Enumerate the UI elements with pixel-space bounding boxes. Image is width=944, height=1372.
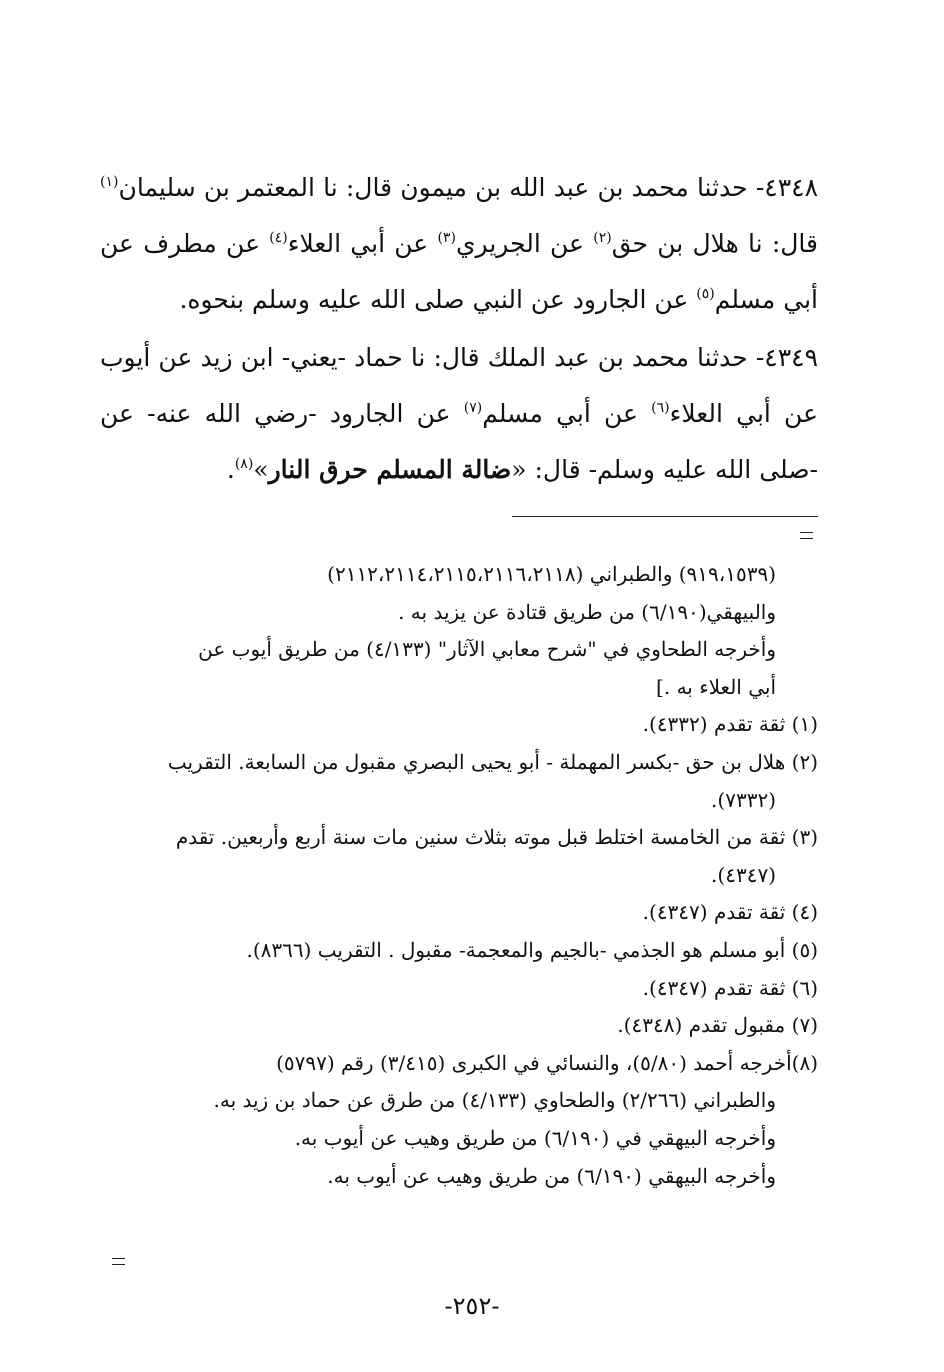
footnote-8: (٨)أخرجه أحمد (٥/٨٠)، والنسائي في الكبرى (٣/٤١٥) رقم (٥٧٩٧) xyxy=(276,1050,818,1075)
footnote-5: (٥) أبو مسلم هو الجذمي -بالجيم والمعجمة- مقبول . التقريب (٨٣٦٦). xyxy=(246,937,818,962)
hadith-text: ٤٣٤٨- حدثنا محمد بن عبد الله بن ميمون قال: نا المعتمر بن سليمان xyxy=(118,173,818,202)
footnote-line: والبيهقي(٦/١٩٠) من طريق قتادة عن يزيد به . xyxy=(398,599,776,624)
footnote-line: أبي العلاء به .] xyxy=(656,674,776,699)
hadith-quote: ضالة المسلم حرق النار xyxy=(268,455,512,484)
footnote-2-cont: (٧٣٣٢). xyxy=(711,787,776,812)
footnote-1: (١) ثقة تقدم (٤٣٣٢). xyxy=(642,712,818,737)
footnote-line: وأخرجه الطحاوي في "شرح معابي الآثار" (٤/١٣٣) من طريق أيوب عن xyxy=(198,637,776,662)
hadith-text: عن الجارود -رضي الله عنه- عن -صلى الله عليه وسلم- قال: « xyxy=(100,399,818,484)
hadith-4348 xyxy=(100,160,818,328)
footnote-6: (٦) ثقة تقدم (٤٣٤٧). xyxy=(642,975,818,1000)
footnote-line: (٩١٩،١٥٣٩) والطبراني (٢١١٢،٢١١٤،٢١١٥،٢١١٦،٢١١٨) xyxy=(327,562,776,586)
footnote-8-cont: وأخرجه البيهقي (٦/١٩٠) من طريق وهيب عن أيوب به. xyxy=(327,1163,776,1188)
hadith-text: عن أبي مسلم xyxy=(482,399,652,428)
footnote-4: (٤) ثقة تقدم (٤٣٤٧). xyxy=(642,900,818,925)
hadith-text: . xyxy=(226,455,235,484)
continuation-mark-bottom xyxy=(112,1258,125,1265)
footnote-ref-3[interactable]: (٣) xyxy=(437,230,456,246)
footnotes xyxy=(100,556,818,1195)
hadith-text: قال: نا هلال بن حق xyxy=(611,229,819,258)
footnote-ref-4[interactable]: (٤) xyxy=(269,230,288,246)
footnote-separator xyxy=(512,516,818,517)
footnote-8-cont: والطبراني (٢/٢٦٦) والطحاوي (٤/١٣٣) من طرق عن حماد بن زيد به. xyxy=(213,1088,776,1113)
footnote-ref-1[interactable]: (١) xyxy=(100,174,119,190)
footnote-7: (٧) مقبول تقدم (٤٣٤٨). xyxy=(617,1013,818,1038)
continuation-mark-top xyxy=(800,532,813,539)
footnote-ref-5[interactable]: (٥) xyxy=(696,286,715,302)
hadith-text: ٤٣٤٩- حدثنا محمد بن عبد الملك قال: نا حماد -يعني- ابن زيد عن أيوب عن أبي العلاء xyxy=(100,343,818,428)
footnote-ref-2[interactable]: (٢) xyxy=(593,230,612,246)
hadith-text: عن مطرف عن أبي مسلم xyxy=(100,229,818,314)
footnote-2: (٢) هلال بن حق -بكسر المهملة - أبو يحيى البصري مقبول من السابعة. التقريب xyxy=(167,749,818,774)
hadith-text: عن أبي العلاء xyxy=(287,229,438,258)
footnote-3: (٣) ثقة من الخامسة اختلط قبل موته بثلاث سنين مات سنة أربع وأربعين. تقدم xyxy=(175,825,818,850)
footnote-8-cont: وأخرجه البيهقي في (٦/١٩٠) من طريق وهيب عن أيوب به. xyxy=(294,1125,776,1150)
footnote-ref-7[interactable]: (٧) xyxy=(463,400,483,416)
page-number: -٢٥٢- xyxy=(444,1292,500,1320)
hadith-text: عن الجريري xyxy=(455,229,594,258)
hadith-text: عن الجارود عن النبي صلى الله عليه وسلم بنحوه. xyxy=(179,285,697,314)
footnote-3-cont: (٤٣٤٧). xyxy=(711,862,776,887)
hadith-text: » xyxy=(253,455,269,484)
footnote-ref-6[interactable]: (٦) xyxy=(651,400,670,416)
hadith-4349 xyxy=(100,330,818,498)
footnote-ref-8[interactable]: (٨) xyxy=(234,456,254,472)
